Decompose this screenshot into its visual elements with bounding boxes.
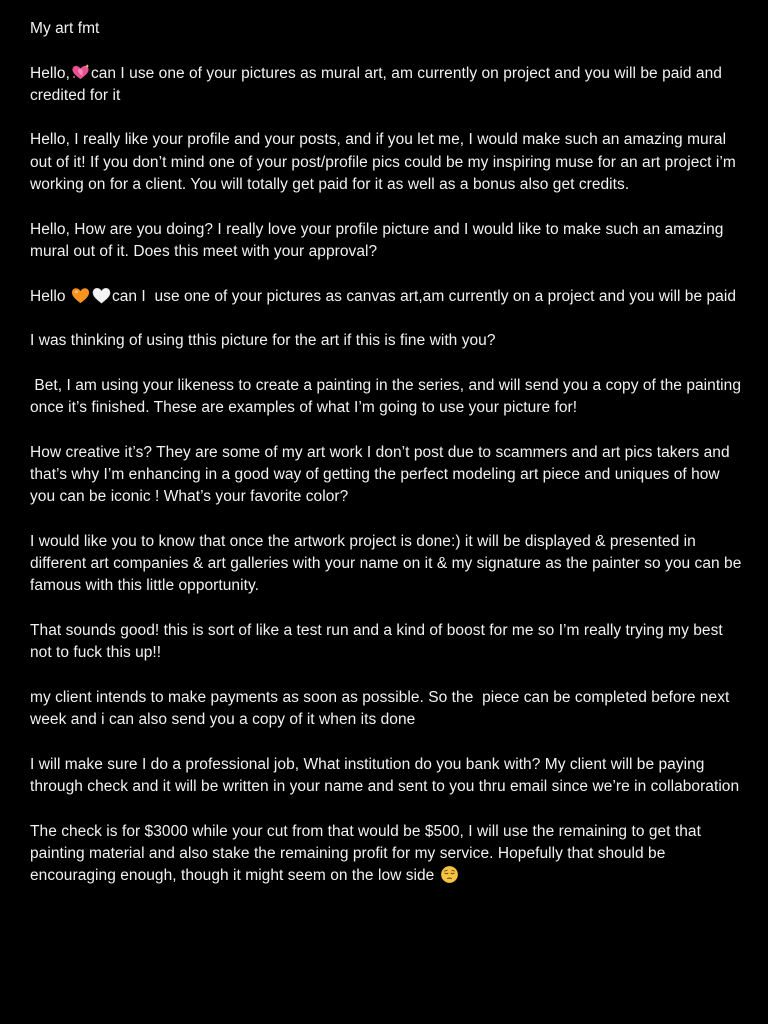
message-paragraph-10: my client intends to make payments as soon as possible. So the piece can be completed before next week and i can also send you a copy of it when its done: [30, 688, 734, 729]
message-paragraph-7: How creative it’s? They are some of my art work I don’t post due to scammers and art pics takers and that’s why I’m enhancing in a good way of getting the perfect modeling art piece and uniques of how you can be iconic ! What’s your favorite color?: [30, 443, 734, 506]
note-body[interactable]: [30, 18, 746, 910]
message-text: can I use one of your pictures as canvas art,am currently on a project and you will be paid: [111, 287, 737, 305]
message-paragraph-11: I will make sure I do a professional job, What institution do you bank with? My client will be paying through check and it will be written in your name and sent to you thru email since we’re in collaboration: [30, 755, 740, 796]
message-paragraph-3: Hello, How are you doing? I really love your profile picture and I would like to make such an amazing mural out of it. Does this meet with your approval?: [30, 220, 728, 260]
message-text: The check is for $3000 while your cut from that would be $500, I will use the remaining to get that painting material and also stake the remaining profit for my service. Hopefully that should be encouraging enough, though it might seem on the low side: [30, 822, 706, 885]
message-paragraph-9: That sounds good! this is sort of like a test run and a kind of boost for me so I’m really trying my best not to fuck this up!!: [30, 622, 728, 662]
message-text: Hello: [30, 287, 70, 305]
note-title: My art fmt: [30, 20, 100, 37]
message-paragraph-2: Hello, I really like your profile and your posts, and if you let me, I would make such an amazing mural out of it! If you don’t mind one of your post/profile pics could be my inspiring muse for an art project i’m working on for a client. You will totally get paid for it as well as a bonus also get credits.: [30, 131, 741, 194]
message-paragraph-4: [30, 286, 742, 308]
message-paragraph-5: I was thinking of using tthis picture for the art if this is fine with you?: [30, 332, 496, 350]
pensive-face-icon: [440, 865, 459, 884]
message-paragraph-6: Bet, I am using your likeness to create a painting in the series, and will send you a copy of the painting once it’s finished. These are examples of what I’m going to use your picture for!: [30, 376, 746, 417]
message-paragraph-8: I would like you to know that once the artwork project is done:) it will be displayed & presented in different art companies & art galleries with your name on it & my signature as the painter so you can be famous with this little opportunity.: [30, 532, 746, 595]
white-heart-icon: [92, 286, 111, 305]
message-text: can I use one of your pictures as mural art, am currently on project and you will be paid and credited for it: [30, 64, 727, 104]
sparkling-heart-icon: [71, 63, 90, 82]
message-text: Hello,: [30, 64, 70, 82]
message-paragraph-1: [30, 63, 742, 108]
orange-heart-icon: [71, 286, 90, 305]
message-paragraph-12: [30, 821, 742, 888]
